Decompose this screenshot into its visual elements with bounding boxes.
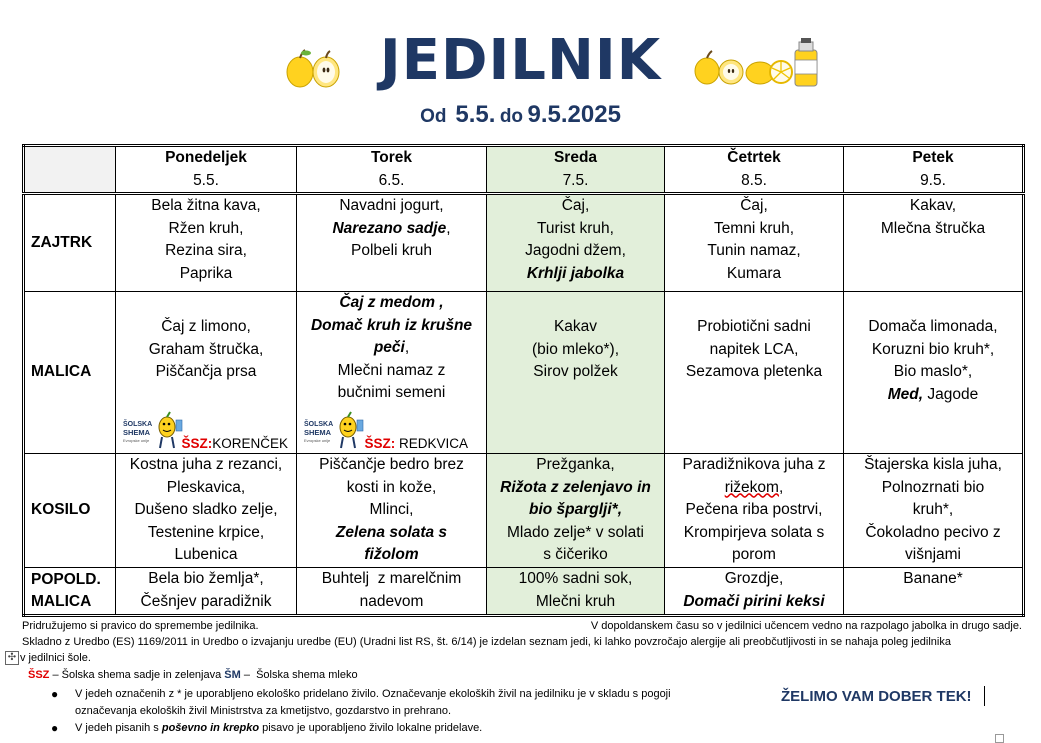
breakfast-wednesday	[487, 194, 665, 292]
snack-monday	[116, 292, 297, 454]
menu-line: Polbeli kruh	[351, 242, 432, 259]
local-food: Med,	[887, 385, 924, 403]
footer-local-note	[75, 721, 482, 735]
menu-line	[299, 292, 484, 315]
meal-label-snack: MALICA	[24, 292, 116, 454]
menu-line: Navadni jogurt,	[339, 197, 444, 214]
menu-line: Testenine krpice,	[147, 523, 265, 541]
day-name: Petek	[912, 149, 954, 166]
menu-line: Lubenica	[174, 546, 238, 563]
school-scheme-tag	[364, 436, 468, 452]
local-food: Rižota z zelenjavo in	[500, 478, 651, 496]
menu-line: Kakav,	[909, 197, 957, 214]
menu-line: Tunin namaz,	[707, 242, 801, 259]
day-name: Sreda	[553, 149, 598, 166]
snack-thursday	[665, 292, 844, 454]
spellcheck-word: rižekom	[724, 478, 779, 496]
menu-line: Štajerska kisla juha,	[864, 456, 1002, 473]
menu-line: Paradižnikova juha z	[682, 456, 826, 473]
school-scheme-tag	[181, 436, 288, 452]
footer-allergen-note: Skladno z Uredbo (ES) 1169/2011 in Uredbo o izvajanju uredbe (EU) (Uradni list RS, št. 6/14) je izdelan seznam jedi, ki lahko povzročajo alergije ali preobčutljivosti in se nahaja poleg jedilnika	[22, 636, 951, 648]
menu-line: Buhtelj z marelčnim	[321, 570, 462, 587]
menu-line: Češnjev paradižnik	[140, 592, 272, 610]
menu-line: Banane*	[903, 570, 963, 587]
day-date: 6.5.	[378, 171, 405, 189]
menu-line: Čaj,	[561, 197, 590, 214]
menu-line: Bela bio žemlja*,	[148, 570, 264, 587]
menu-line: Mlečni kruh	[535, 592, 616, 610]
menu-line: Temni kruh,	[713, 219, 795, 237]
local-food: Domač kruh iz krušne	[310, 316, 473, 334]
menu-line: Prežganka,	[536, 456, 615, 473]
local-food: Domači pirini keksi	[683, 592, 825, 610]
lunch-friday	[844, 454, 1024, 568]
legend-ssz-code: ŠSZ	[28, 669, 50, 681]
menu-line: Ržen kruh,	[168, 219, 244, 237]
day-name: Četrtek	[727, 149, 781, 166]
menu-line: Pečena riba postrvi,	[685, 501, 823, 518]
day-date: 8.5.	[741, 171, 767, 189]
breakfast-row	[24, 194, 1024, 292]
meal-label-line: POPOLD.	[31, 570, 101, 588]
breakfast-monday	[116, 194, 297, 292]
afternoon-tuesday	[297, 568, 487, 616]
local-food: Narezano sadje	[332, 219, 447, 237]
fruit-and-juice-icon	[693, 38, 833, 88]
snack-row	[24, 292, 1024, 454]
menu-line: Čokoladno pecivo z	[865, 523, 1001, 541]
logo-text-3: Evropske unije	[304, 438, 331, 443]
menu-line: kruh*,	[912, 501, 954, 518]
lunch-monday	[116, 454, 297, 568]
logo-text-3: Evropske unije	[123, 438, 150, 443]
menu-line: Turist kruh,	[537, 219, 614, 237]
lunch-thursday	[665, 454, 844, 568]
menu-line: kosti in kože,	[346, 478, 437, 496]
logo-text-2: SHEMA	[123, 428, 151, 437]
footer-legend	[28, 668, 358, 682]
menu-line: nadevom	[359, 592, 424, 610]
menu-line: višnjami	[905, 546, 961, 563]
meal-label-lunch: KOSILO	[24, 454, 116, 568]
menu-line: Bela žitna kava,	[151, 197, 261, 214]
menu-line: porom	[732, 546, 776, 563]
menu-line: Grozdje,	[724, 570, 784, 587]
meal-label-afternoon-snack	[24, 568, 116, 616]
meal-label-breakfast: ZAJTRK	[24, 194, 116, 292]
ssz-item: KORENČEK	[212, 436, 288, 451]
day-date: 7.5.	[562, 171, 589, 189]
snack-wednesday	[487, 292, 665, 454]
logo-text-1: ŠOLSKA	[123, 421, 153, 428]
bullet-icon: ●	[51, 721, 59, 735]
local-food: fižolom	[364, 546, 419, 563]
legend-sm-code: ŠM	[224, 669, 241, 681]
footer-bio-note	[75, 687, 671, 718]
legend-ssz-text: – Šolska shema sadje in zelenjava	[49, 669, 225, 681]
day-header-thursday	[665, 146, 844, 194]
lunch-wednesday	[487, 454, 665, 568]
menu-line	[299, 337, 484, 360]
punct: ,	[404, 339, 410, 356]
day-name: Ponedeljek	[165, 149, 247, 166]
menu-line: Polnozrnati bio	[881, 478, 985, 496]
menu-line: Sirov polžek	[533, 363, 618, 380]
local-food: bio šparglji*,	[528, 501, 622, 518]
footer-local-text: pisavo je uporabljeno živilo lokalne pridelave.	[259, 722, 483, 734]
page-title: JEDILNIK	[379, 28, 662, 93]
date-range	[0, 101, 1041, 129]
menu-text: Jagode	[923, 385, 979, 403]
menu-line: Čaj z limono,	[161, 318, 251, 335]
day-header-monday	[116, 146, 297, 194]
local-food: Krhlji jabolka	[526, 264, 625, 282]
footer-allergen-note-end: v jedilnici šole.	[20, 652, 91, 664]
footer-local-text: V jedeh pisanih s	[75, 722, 162, 734]
footer-note-changes: Pridružujemo si pravico do spremembe jedilnika.	[22, 620, 259, 632]
table-move-handle-icon[interactable]: ✣	[5, 651, 19, 665]
afternoon-wednesday	[487, 568, 665, 616]
ssz-prefix: ŠSZ:	[181, 436, 213, 451]
menu-table	[22, 144, 1025, 617]
menu-line: s čičeriko	[543, 546, 608, 563]
breakfast-tuesday	[297, 194, 487, 292]
menu-line: Krompirjeva solata s	[683, 523, 825, 541]
breakfast-thursday	[665, 194, 844, 292]
menu-line: Koruzni bio kruh*,	[871, 340, 995, 358]
menu-line: Graham štručka,	[148, 340, 264, 358]
menu-line: Kostna juha z rezanci,	[129, 456, 283, 473]
day-name: Torek	[370, 149, 413, 166]
menu-line: Piščančje bedro brez	[319, 456, 464, 473]
legend-sm-text: – Šolska shema mleko	[240, 669, 358, 681]
apples-icon	[284, 46, 342, 90]
menu-line: Probiotični sadni	[697, 318, 811, 335]
meal-label-line: MALICA	[31, 593, 92, 610]
menu-line: Mlado zelje* v solati	[507, 523, 644, 541]
day-date: 5.5.	[193, 171, 219, 189]
menu-line: napitek LCA,	[709, 340, 799, 358]
logo-text-2: SHEMA	[304, 428, 332, 437]
from-label: Od	[420, 106, 447, 127]
day-header-wednesday	[487, 146, 665, 194]
footer-bio-line: označevanja ekoloških živil Ministrstva za kmetijstvo, gozdarstvo in prehrano.	[75, 705, 451, 717]
menu-line: 100% sadni sok,	[518, 570, 633, 587]
local-food: Čaj z medom	[339, 294, 435, 311]
logo-text-1: ŠOLSKA	[304, 421, 334, 428]
menu-line	[667, 477, 841, 500]
lunch-row	[24, 454, 1024, 568]
afternoon-snack-row	[24, 568, 1024, 616]
snack-friday	[844, 292, 1024, 454]
punct: ,	[446, 219, 451, 237]
day-header-tuesday	[297, 146, 487, 194]
day-header-friday	[844, 146, 1024, 194]
local-food: Zelena solata s	[335, 523, 448, 541]
menu-line: Dušeno sladko zelje,	[134, 501, 278, 518]
header-corner	[24, 146, 116, 194]
menu-line: Sezamova pletenka	[685, 363, 823, 380]
local-food: peči	[373, 339, 405, 356]
breakfast-friday	[844, 194, 1024, 292]
menu-line: Mlečna štručka	[880, 219, 986, 237]
afternoon-friday	[844, 568, 1024, 616]
footer-note-fruit: V dopoldanskem času so v jedilnici učencem vedno na razpolago jabolka in drugo sadje.	[590, 620, 1022, 632]
day-date: 9.5.	[920, 171, 946, 189]
menu-line: Domača limonada,	[868, 318, 998, 335]
lunch-tuesday	[297, 454, 487, 568]
menu-line: Bio maslo*,	[893, 363, 973, 380]
menu-line: Piščančja prsa	[155, 363, 257, 380]
punct: ,	[434, 294, 444, 311]
footer-local-emphasis: poševno in krepko	[161, 722, 260, 734]
menu-line: Rezina sira,	[165, 242, 247, 259]
menu-line: Mlinci,	[369, 501, 414, 518]
afternoon-monday	[116, 568, 297, 616]
menu-line: bučnimi semeni	[337, 384, 446, 401]
punct: ,	[778, 478, 784, 496]
header-row	[24, 146, 1024, 194]
menu-line: Kakav	[553, 318, 598, 335]
menu-line	[299, 218, 484, 241]
school-scheme-logo	[122, 409, 184, 451]
afternoon-thursday	[665, 568, 844, 616]
menu-line: Jagodni džem,	[525, 242, 626, 259]
greeting: ŽELIMO VAM DOBER TEK!	[781, 688, 972, 705]
ssz-item: REDKVICA	[395, 436, 468, 451]
menu-line: Mlečni namaz z	[337, 361, 446, 379]
menu-line: Kumara	[726, 264, 782, 282]
text-cursor	[984, 686, 985, 706]
menu-line: Paprika	[179, 264, 233, 282]
to-label: do	[499, 106, 524, 127]
bullet-icon: ●	[51, 687, 59, 701]
menu-line: Čaj,	[740, 197, 768, 214]
menu-line: Pleskavica,	[166, 478, 246, 496]
ssz-prefix: ŠSZ:	[364, 436, 396, 451]
menu-line	[846, 384, 1020, 407]
snack-tuesday	[297, 292, 487, 454]
to-date: 9.5.2025	[527, 101, 621, 128]
menu-line: (bio mleko*),	[532, 340, 619, 358]
table-resize-handle[interactable]	[995, 734, 1004, 743]
footer-bio-line: V jedeh označenih z * je uporabljeno ekološko pridelano živilo. Označevanje ekoloških živil na jedilniku je v skladu s pogoji	[75, 688, 671, 700]
from-date: 5.5.	[455, 101, 496, 128]
school-scheme-logo	[303, 409, 365, 451]
